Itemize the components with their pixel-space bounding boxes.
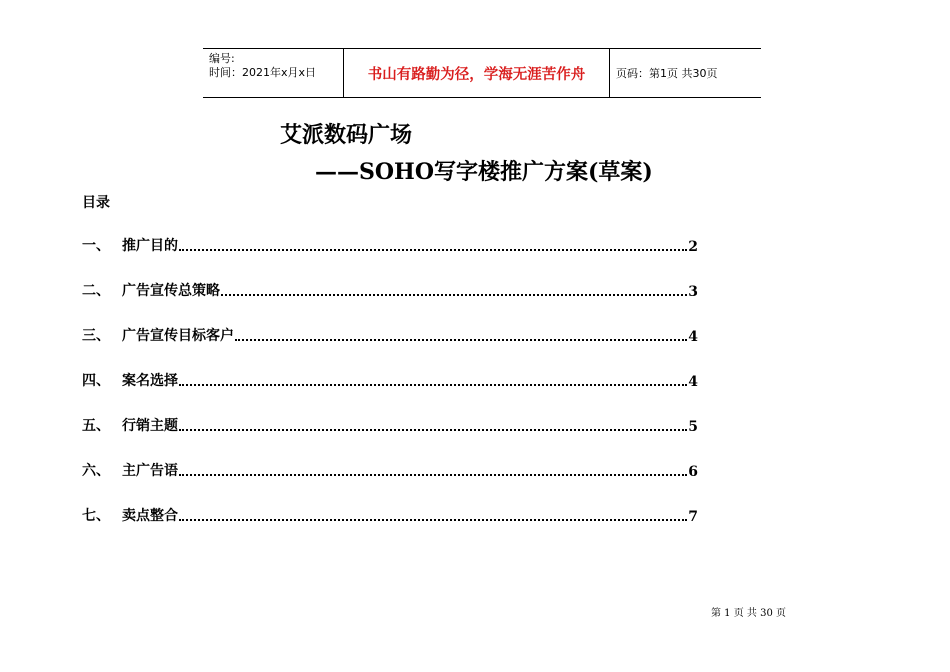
- toc-entry-title: 主广告语: [122, 463, 178, 479]
- toc-entry-number: 七、: [82, 508, 110, 524]
- toc-entry-page: 5: [688, 419, 698, 435]
- toc-entry[interactable]: [82, 278, 698, 300]
- toc-leader-dots: [221, 293, 687, 296]
- toc-leader-dots: [179, 383, 687, 386]
- header-number-label: 编号:: [209, 52, 235, 65]
- toc-leader-dots: [179, 248, 687, 251]
- toc-entry-title: 行销主题: [122, 418, 178, 434]
- document-title: 艾派数码广场: [280, 122, 413, 148]
- toc-entry-page: 6: [688, 464, 698, 480]
- toc-entry[interactable]: [82, 323, 698, 345]
- toc-entry-title: 广告宣传总策略: [122, 283, 220, 299]
- toc-entry-number: 四、: [82, 373, 110, 389]
- toc-leader-dots: [179, 473, 687, 476]
- toc-entry-title: 卖点整合: [122, 508, 178, 524]
- toc-entry-number: 六、: [82, 463, 110, 479]
- toc-leader-dots: [179, 518, 687, 521]
- toc-entry-page: 3: [688, 284, 698, 300]
- toc-leader-dots: [235, 338, 687, 341]
- toc-entry[interactable]: [82, 413, 698, 435]
- toc-entry-number: 三、: [82, 328, 110, 344]
- toc-entry[interactable]: [82, 233, 698, 255]
- toc-entry[interactable]: [82, 458, 698, 480]
- toc-entry-page: 4: [688, 374, 698, 390]
- page-header: [203, 48, 761, 98]
- toc-entry-page: 7: [688, 509, 698, 525]
- toc-entry-number: 二、: [82, 283, 110, 299]
- page-footer: 第 1 页 共 30 页: [711, 608, 786, 619]
- header-meta: [203, 49, 344, 97]
- toc-entry-title: 广告宣传目标客户: [122, 328, 234, 344]
- header-page-info: 页码：第1页 共30页: [616, 67, 718, 80]
- toc-entry[interactable]: [82, 503, 698, 525]
- toc-heading: 目录: [82, 195, 110, 211]
- toc-entry-title: 案名选择: [122, 373, 178, 389]
- toc-entry-number: 五、: [82, 418, 110, 434]
- toc-entry[interactable]: [82, 368, 698, 390]
- header-motto: 书山有路勤为径，学海无涯苦作舟: [344, 49, 610, 97]
- toc-entry-number: 一、: [82, 238, 110, 254]
- toc-leader-dots: [179, 428, 687, 431]
- toc-entry-page: 4: [688, 329, 698, 345]
- toc-entry-page: 2: [688, 239, 698, 255]
- document-subtitle: ——SOHO写字楼推广方案(草案): [315, 159, 653, 185]
- toc-entry-title: 推广目的: [122, 238, 178, 254]
- header-time-label: 时间：2021年x月x日: [209, 66, 317, 79]
